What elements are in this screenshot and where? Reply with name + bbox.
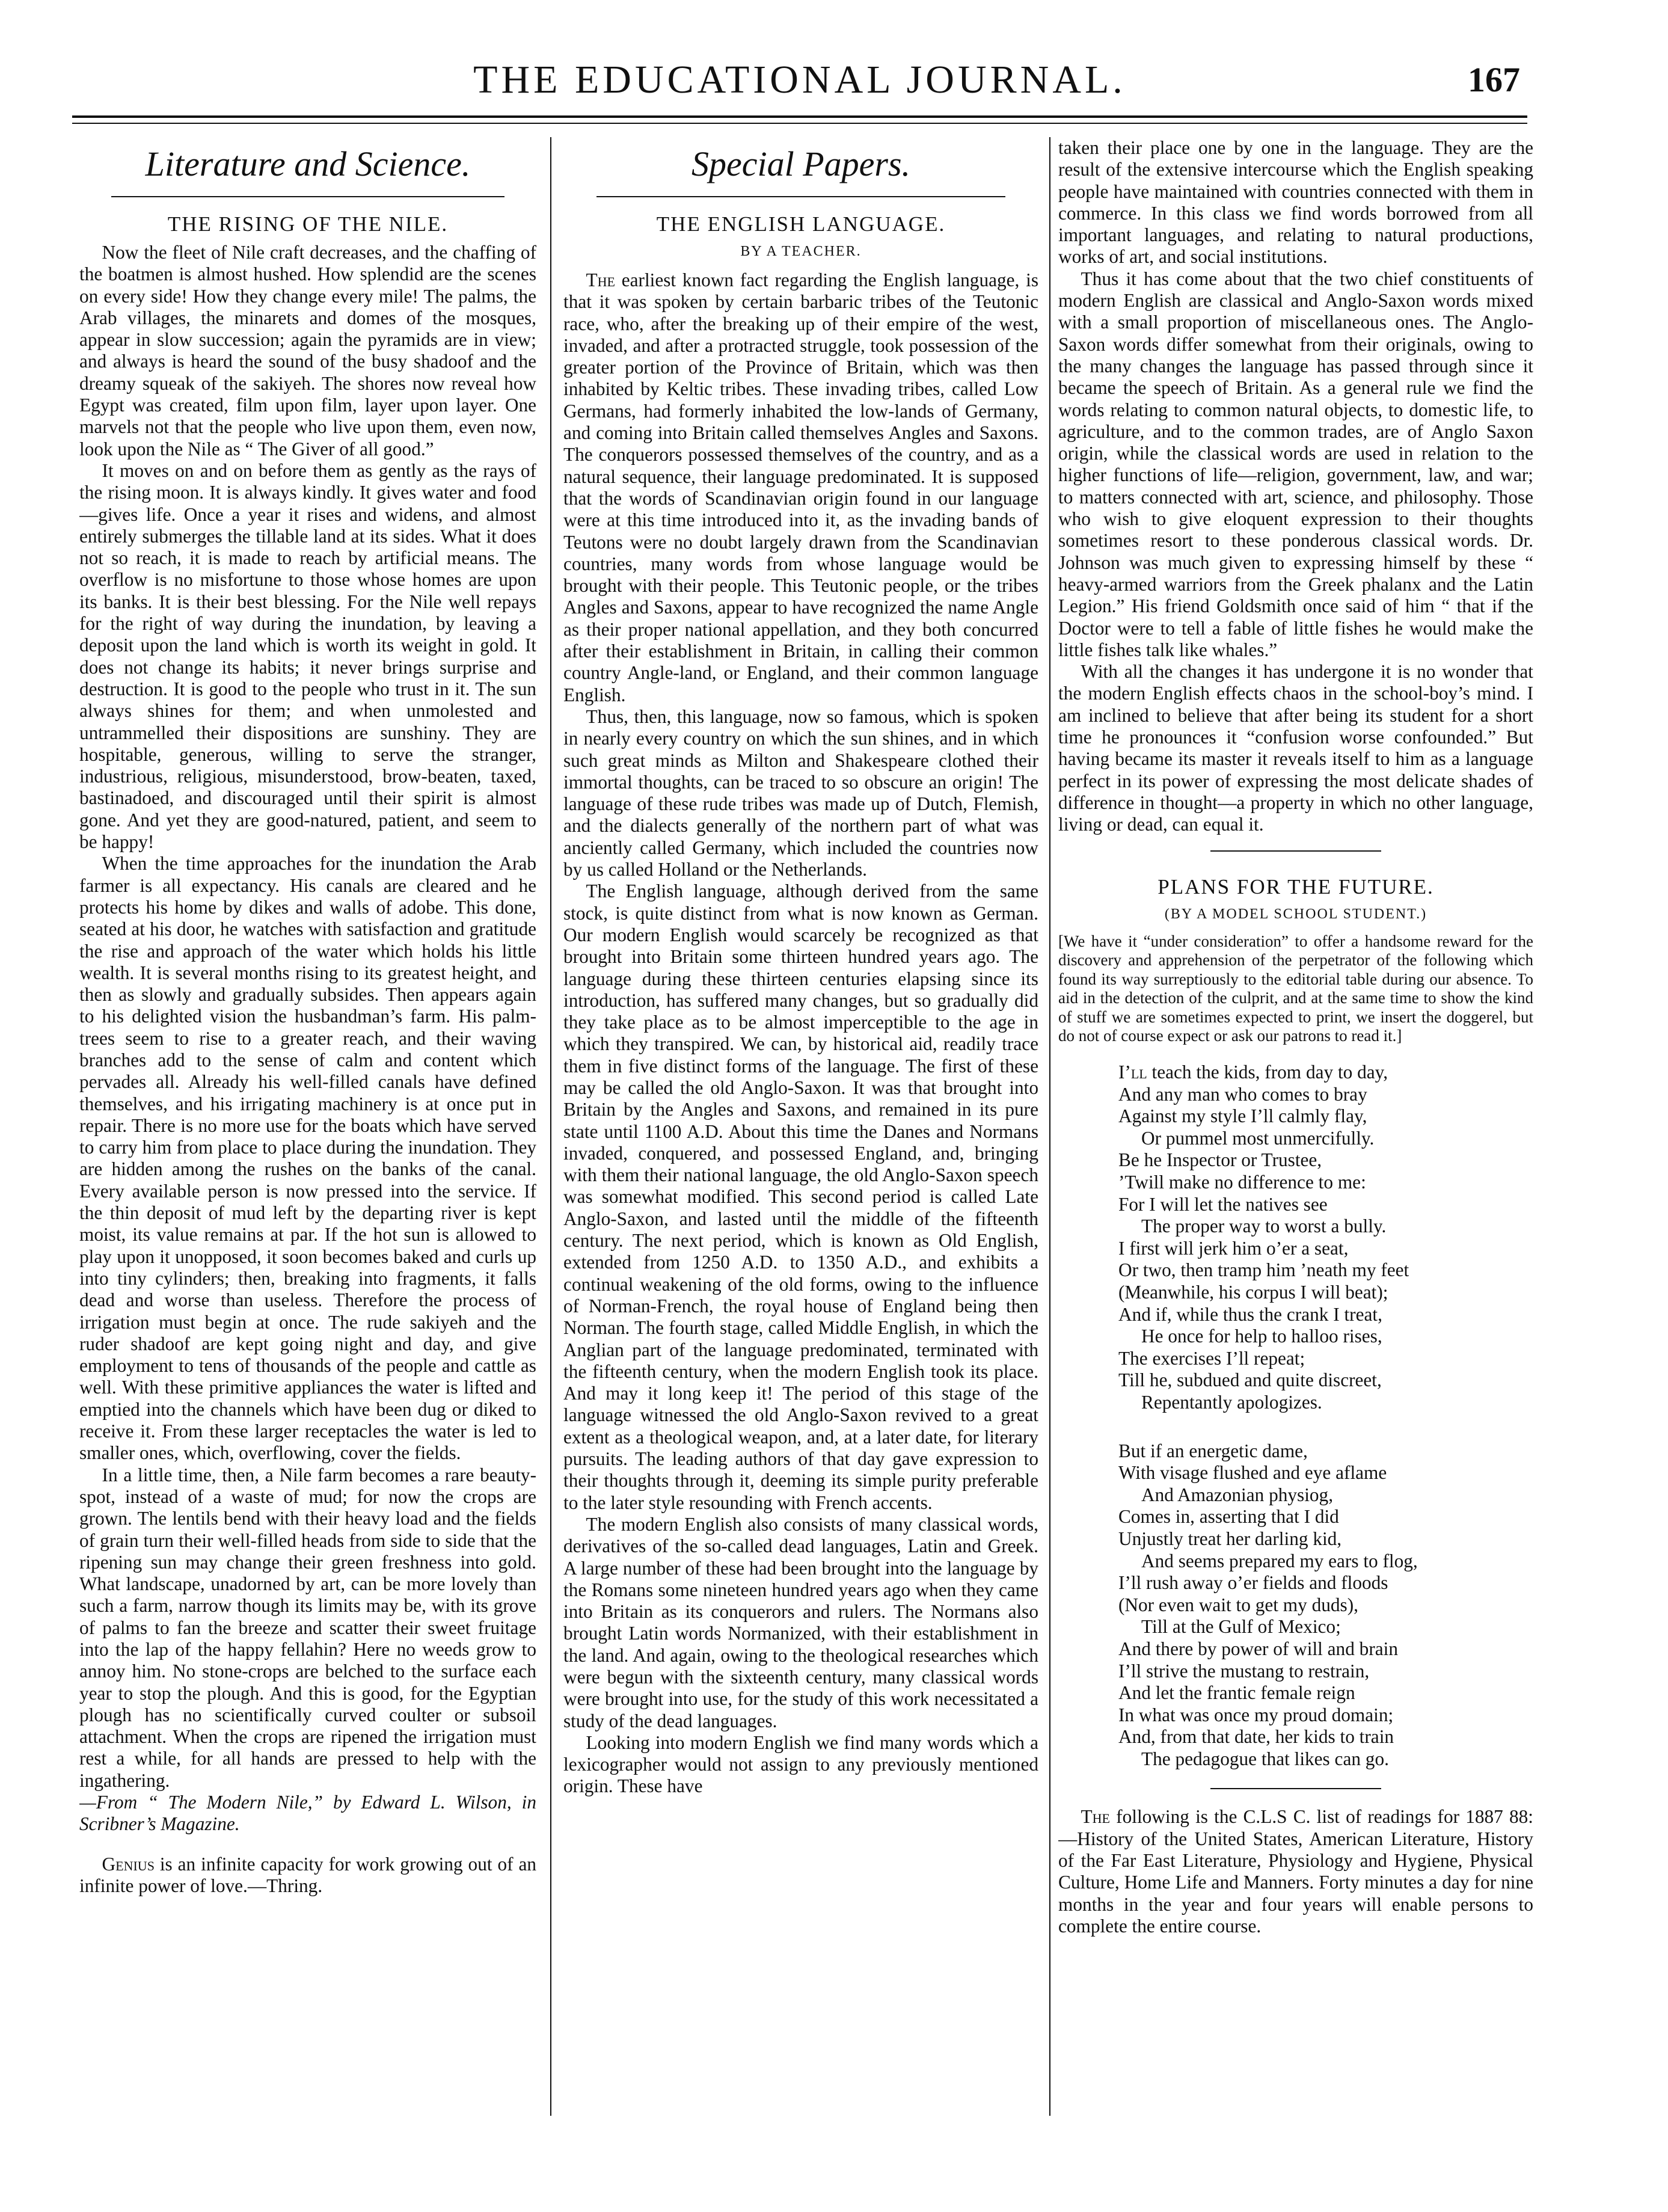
poem-line: ’Twill make no difference to me: xyxy=(1118,1172,1366,1193)
quote-text: is an infinite capacity for work growing out of an infinite power of love.—Thring. xyxy=(79,1853,536,1896)
section-rule xyxy=(1210,1788,1381,1789)
poem-line: And any man who comes to bray xyxy=(1118,1083,1367,1105)
paragraph: The English language, although derived from the same stock, is quite distinct from what is now known as German. Our modern English would scarcely be recognized as that brought into Britain some thirteen hundred years ago. The language during these thirteen centuries elapsing since its introduction, has suffered many changes, but so gradually did they take place as to be almost imperceptible to the age in which they transpired. We can, by historical aid, readily trace them in five distinct forms of the language. The first of these may be called the old Anglo-Saxon. It was that brought into Britain by the Angles and Saxons, and remained in its pure state until 1100 A.D. About this time the Danes and Normans invaded, conquered, and possessed England, and, bringing with them their national language, the old Anglo-Saxon speech was somewhat modified. This second period is called Late Anglo-Saxon, and lasted until the middle of the fifteenth century. The next period, which is known as Old English, extended from 1250 A.D. to 1350 A.D., and exhibits a continual weakening of the old forms, owing to the influence of Norman-French, the royal house of England being then Norman. The fourth stage, called Middle English, in which the Anglian part of the language predominated, terminated with the fifteenth century, when the modern English took its place. And may it long keep it! The period of this stage of the language witnessed the old Anglo-Saxon revived to a great extent as a theological weapon, and, at a later date, for literary pursuits. The leading authors of that day gave expression to their thoughts through it, deeming its simple purity preferable to the later style resounding with French accents. xyxy=(563,880,1038,1513)
poem-line: The pedagogue that likes can go. xyxy=(1141,1748,1389,1769)
poem-line: The proper way to worst a bully. xyxy=(1141,1215,1387,1237)
column-divider xyxy=(1049,137,1050,2116)
poem-line: Repentantly apologizes. xyxy=(1141,1391,1322,1413)
poem-line: And, from that date, her kids to train xyxy=(1118,1726,1394,1748)
column-middle xyxy=(563,137,1038,2128)
paragraph: Now the fleet of Nile craft decreases, and the chaffing of the boatmen is almost hushed. How splendid are the scenes on every side! How they change every mile! The palms, the Arab villages, the minarets and domes of the mosques, appear in slow succession; again the pyramids are in view; and always is heard the sound of the busy shadoof and the dreamy squeak of the sakiyeh. The shores now reveal how Egypt was created, film upon film, layer upon layer. One marvels not that the people who live upon them, even now, look upon the Nile as “ The Giver of all good.” xyxy=(79,242,536,459)
poem xyxy=(1058,1061,1533,1770)
poem-line: And seems prepared my ears to flog, xyxy=(1141,1550,1418,1571)
poem-line: Till at the Gulf of Mexico; xyxy=(1141,1616,1341,1638)
lead-word: The xyxy=(1081,1806,1110,1828)
paragraph: The modern English also consists of many classical words, derivatives of the so-called dead languages, Latin and Greek. A large number of these had been brought into the language by the Romans some nineteen hundred years ago when they came into Britain as its conquerors and rulers. The Normans also brought Latin words Normanized, with their establishment in the land. And again, owing to the theological researches which were begun with the sixteenth century, many classical words were brought into use, for the study of this work necessitated a study of the dead languages. xyxy=(563,1513,1038,1731)
poem-line: (Meanwhile, his corpus I will beat); xyxy=(1118,1282,1388,1303)
poem-line: And let the frantic female reign xyxy=(1118,1682,1355,1704)
column-right xyxy=(1058,137,1533,2128)
poem-line: Unjustly treat her darling kid, xyxy=(1118,1528,1342,1549)
poem-line: Or two, then tramp him ’neath my feet xyxy=(1118,1259,1409,1281)
paragraph xyxy=(563,269,1038,706)
paragraph xyxy=(1058,1806,1533,1937)
department-heading: Special Papers. xyxy=(691,144,911,183)
genius-quote xyxy=(79,1854,536,1897)
article-title: PLANS FOR THE FUTURE. xyxy=(1157,874,1434,899)
poem-line: He once for help to halloo rises, xyxy=(1141,1326,1382,1347)
paragraph: In a little time, then, a Nile farm becomes a rare beauty-spot, instead of a waste of mud; for now the crops are grown. The lentils bend with their heavy load and the fields of grain turn their well-filled heads from side to side that the ripening sun may change their green freshness into gold. What landscape, unadorned by art, can be more lovely than such a farm, narrow though its limits may be, with its grove of palms to fan the breeze and scatter their sweet fruitage into the lap of the happy fellahin? Here no weeds grow to annoy him. No stone-crops are belched to the surface each year to stop the plough. And this is good, for the Egyptian plough has no scientifically curved coulter or subsoil attachment. When the crops are ripened the irrigation must rest a while, for all hands are pressed to help with the ingathering. xyxy=(79,1464,536,1791)
attribution: —From “ The Modern Nile,” by Edward L. Wilson, in Scribner’s Magazine. xyxy=(79,1792,536,1835)
article-title: THE RISING OF THE NILE. xyxy=(167,212,449,236)
paragraph-text: following is the C.L.S C. list of readings for 1887 88:—History of the United States, American Literature, History of the Far East Literature, Physiology and Hygiene, Physical Culture, Home Life and Manners. Forty minutes a day for nine months in the year and four years will enable persons to complete the entire course. xyxy=(1058,1806,1533,1937)
column-left xyxy=(79,137,536,2128)
masthead-rule xyxy=(72,115,1527,118)
journal-title: THE EDUCATIONAL JOURNAL. xyxy=(473,58,1126,102)
section-rule xyxy=(1210,850,1381,852)
column-divider xyxy=(550,137,551,2116)
poem-line: With visage flushed and eye aflame xyxy=(1118,1462,1387,1484)
lead-word: I’ll xyxy=(1118,1061,1147,1083)
lead-word: Genius xyxy=(102,1853,155,1875)
poem-line: For I will let the natives see xyxy=(1118,1193,1328,1215)
department-heading: Literature and Science. xyxy=(145,144,471,183)
poem-line: Against my style I’ll calmly flay, xyxy=(1118,1105,1367,1127)
paragraph-text: earliest known fact regarding the English language, is that it was spoken by certain barbaric tribes of the Teutonic race, who, after the breaking up of their empire of the west, invaded, and after a protracted struggle, took possession of the greater portion of the Province of Britain, which was then inhabited by Keltic tribes. These invading tribes, called Low Germans, had formerly inhabited the low-lands of Germany, and coming into Britain called themselves Angles and Saxons. The conquerors possessed themselves of the country, and as a natural sequence, their language predominated. It is supposed that the words of Scandinavian origin found in our language were at this time introduced into it, as the invading bands of Teutons were no doubt largely drawn from the Scandinavian countries, many words from whose language would be brought with their people. This Teutonic people, or the tribes Angles and Saxons, appear to have recognized the name Angle as their proper national appellation, and they both concurred after their establishment in Britain, in calling their common country Angle-land, or England, and their common language English. xyxy=(563,269,1038,705)
poem-line: Till he, subdued and quite discreet, xyxy=(1118,1369,1382,1391)
paragraph: Looking into modern English we find many words which a lexicographer would not assign to any previously mentioned origin. These have xyxy=(563,1731,1038,1797)
poem-line: And there by power of will and brain xyxy=(1118,1638,1398,1659)
poem-line: And Amazonian physiog, xyxy=(1141,1484,1334,1505)
masthead-rule-thin xyxy=(72,123,1527,124)
byline: (BY A MODEL SCHOOL STUDENT.) xyxy=(1164,906,1427,922)
poem-line: In what was once my proud domain; xyxy=(1118,1704,1394,1725)
paragraph: It moves on and on before them as gently as the rays of the rising moon. It is always kindly. It gives water and food—gives life. Once a year it rises and widens, and almost entirely submerges the tillable land at its sides. What it does not so reach, it is made to reach by artificial means. The overflow is no misfortune to those whose homes are upon its banks. It is their best blessing. For the Nile well repays for the right of way during the inundation, by leaving a deposit upon the land which is worth its weight in gold. It does not change its habits; it never brings surprise and destruction. It is good to the people who trust in it. The sun always shines for them; and when unmolested and untrammelled their dispositions are sunshiny. They are hospitable, generous, willing to serve the stranger, industrious, religious, misunderstood, brow-beaten, taxed, bastinadoed, and discouraged until their spirit is almost gone. And yet they are good-natured, patient, and seem to be happy! xyxy=(79,459,536,853)
poem-line: I’ll strive the mustang to restrain, xyxy=(1118,1660,1370,1682)
poem-line-text: teach the kids, from day to day, xyxy=(1147,1061,1388,1083)
poem-line: Or pummel most unmercifully. xyxy=(1141,1127,1375,1149)
heading-rule xyxy=(596,196,1005,197)
spacer xyxy=(79,1836,536,1854)
byline: BY A TEACHER. xyxy=(740,244,862,259)
poem-line: Be he Inspector or Trustee, xyxy=(1118,1149,1322,1171)
masthead xyxy=(72,53,1527,131)
paragraph: Thus it has come about that the two chief constituents of modern English are classical and Anglo-Saxon words mixed with a small proportion of miscellaneous ones. The Anglo-Saxon words differ somewhat from their originals, owing to the many changes the language has passed through since it became the speech of Britain. As a general rule we find the words relating to common natural objects, to domestic life, to agriculture, and to the common trades, are of Anglo Saxon origin, while the classical words are used in relation to the higher functions of life—religion, government, law, and war; to matters connected with art, science, and philosophy. Those who wish to give eloquent expression to their thoughts sometimes resort to these ponderous classical words. Dr. Johnson was much given to expressing himself by these “ heavy-armed warriors from the Greek phalanx and the Latin Legion.” His friend Goldsmith once said of him “ that if the Doctor were to tell a fable of little fishes he would make the little fishes talk like whales.” xyxy=(1058,268,1533,660)
poem-line: The exercises I’ll repeat; xyxy=(1118,1347,1305,1369)
poem-line xyxy=(1118,1061,1533,1084)
heading-rule xyxy=(111,196,504,197)
poem-line: And if, while thus the crank I treat, xyxy=(1118,1303,1382,1325)
paragraph: When the time approaches for the inundation the Arab farmer is all expectancy. His canals are cleared and he protects his home by dikes and walls of adobe. This done, seated at his door, he watches with satisfaction and gratitude the rise and approach of the water which holds his little wealth. It is several months rising to its greatest height, and then as slowly and gradually subsides. Then appears again to his delighted vision the husbandman’s farm. His palm-trees seem to rise to a greater reach, and their waving branches add to the sense of calm and content which pervades all. Already his well-filled canals have defined themselves, and his irrigating machinery is at once put in repair. There is no more use for the boats which have served to carry him from place to place during the inundation. They are hidden among the rushes on the banks of the canal. Every available person is now pressed into the service. If the thin deposit of mud left by the departing river is kept moist, its value remains at par. If the hot sun is allowed to play upon it unopposed, it soon becomes baked and curls up into tiny cylinders; then, breaking into fragments, it falls dead and worse than useless. Therefore the process of irrigation must begin at once. The rude sakiyeh and the ruder shadoof are kept going night and day, and give employment to tens of thousands of the people and cattle as well. With these primitive appliances the water is lifted and emptied into the channels which have been dug or diked to receive it. From these larger receptacles the water is led to smaller ones, which, overflowing, cover the fields. xyxy=(79,853,536,1464)
article-title: THE ENGLISH LANGUAGE. xyxy=(656,212,946,236)
poem-line: Comes in, asserting that I did xyxy=(1118,1506,1339,1528)
paragraph: With all the changes it has undergone it is no wonder that the modern English effects chaos in the school-boy’s mind. I am inclined to believe that after being its student for a short time he pronounces it “confusion worse confounded.” But having became its master it reveals itself to him as a language perfect in its power of expressing the most delicate shades of difference in thought—a property in which no other language, living or dead, can equal it. xyxy=(1058,661,1533,835)
lead-word: The xyxy=(586,269,615,290)
poem-line: I’ll rush away o’er fields and floods xyxy=(1118,1572,1388,1594)
page-number: 167 xyxy=(1468,60,1520,99)
poem-line: I first will jerk him o’er a seat, xyxy=(1118,1237,1349,1259)
stanza-break xyxy=(1118,1414,1533,1440)
paragraph: Thus, then, this language, now so famous, which is spoken in nearly every country on which the sun shines, and in which such great minds as Milton and Shakespeare clothed their immortal thoughts, can be traced to so obscure an origin! The language of these rude tribes was made up of Dutch, Flemish, and the dialects generally of the northern part of what was anciently called Germany, which included the countries now by us called Holland or the Netherlands. xyxy=(563,705,1038,880)
poem-line: But if an energetic dame, xyxy=(1118,1440,1308,1461)
poem-line: (Nor even wait to get my duds), xyxy=(1118,1594,1358,1615)
editor-note: [We have it “under consideration” to offer a handsome reward for the discovery and apprehension of the perpetrator of the following which found its way surreptiously to the editorial table during our absence. To aid in the detection of the culprit, and at the same time to show the kind of stuff we are sometimes expected to print, we insert the doggerel, but do not of course expect or ask our patrons to read it.] xyxy=(1058,932,1533,1045)
paragraph-continued: taken their place one by one in the language. They are the result of the extensive intercourse which the English speaking people have maintained with countries connected with them in commerce. In this class we find words borrowed from all important languages, and relating to natural productions, works of art, and social institutions. xyxy=(1058,137,1533,268)
